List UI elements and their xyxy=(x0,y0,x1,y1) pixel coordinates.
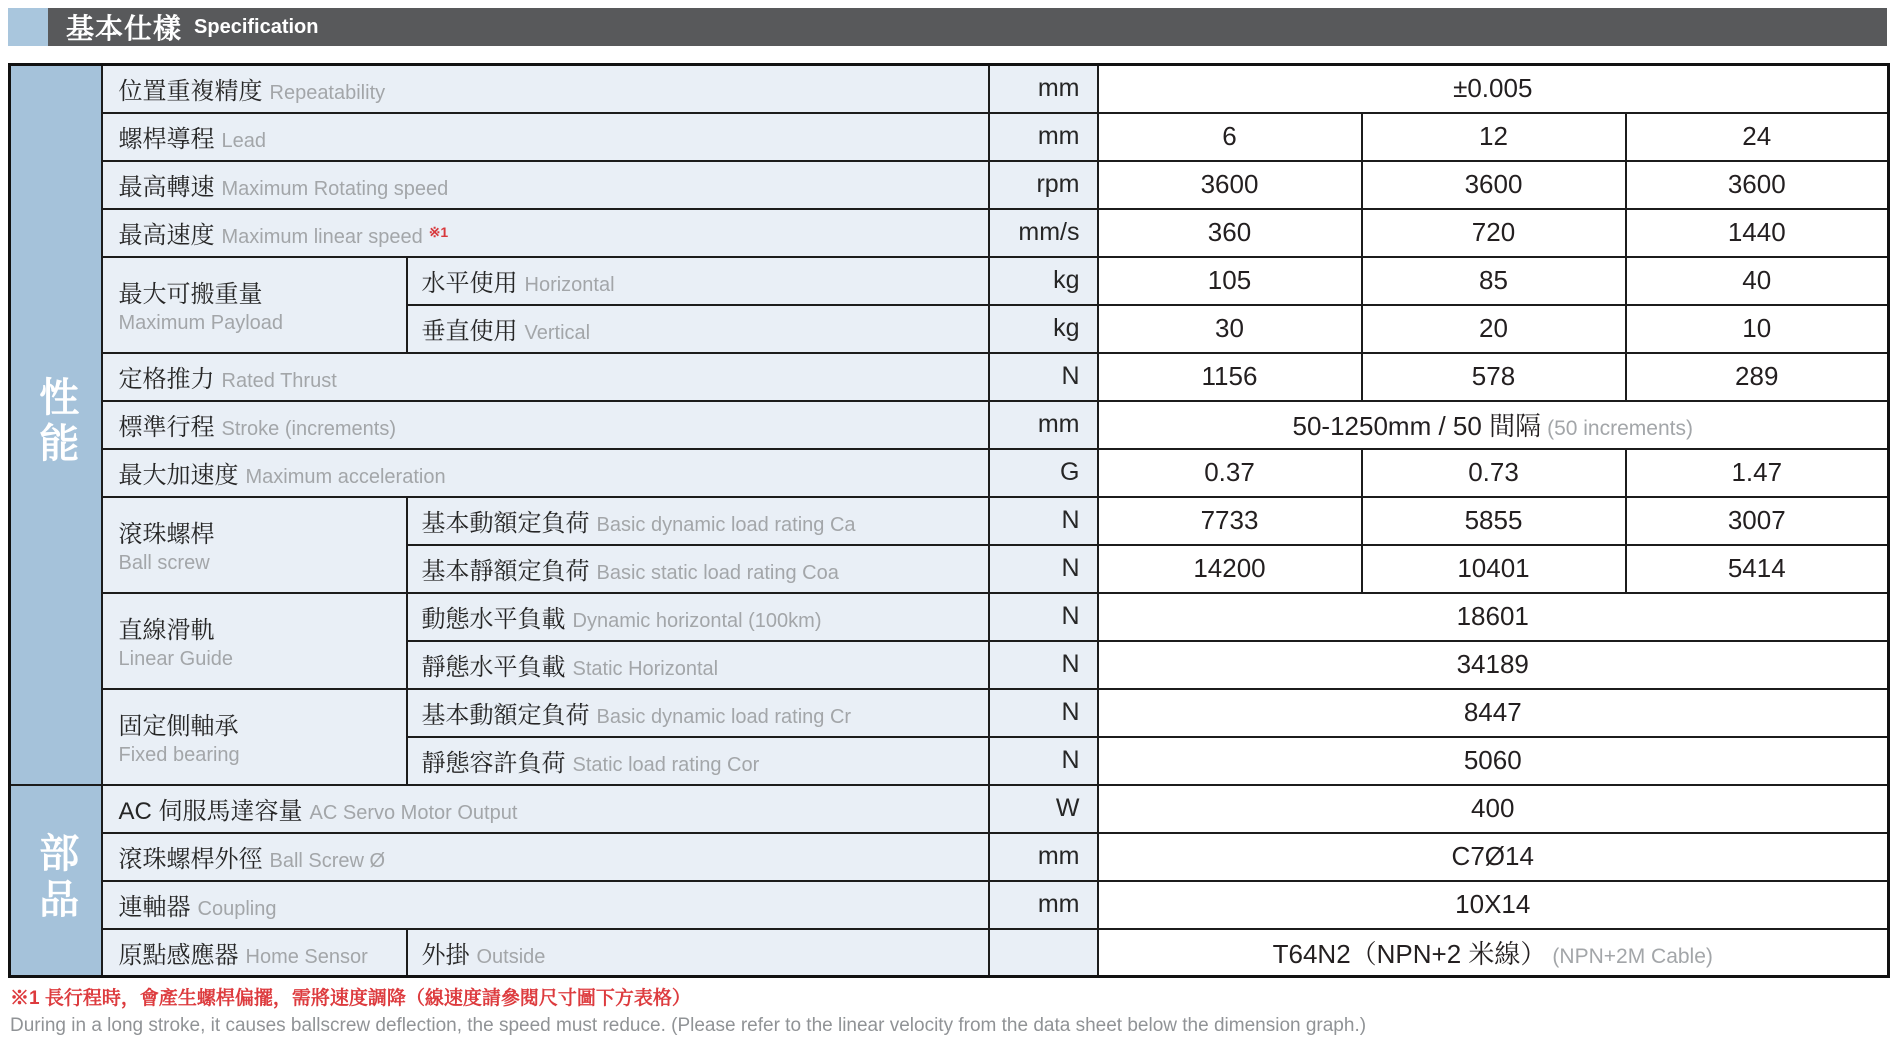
value-bs-stat-3: 5414 xyxy=(1626,545,1889,593)
value-lead-24: 24 xyxy=(1626,113,1889,161)
value-rotating-2: 3600 xyxy=(1362,161,1626,209)
value-linear-2: 720 xyxy=(1362,209,1626,257)
label-linearguide-dynamic: 動態水平負載 Dynamic horizontal (100km) xyxy=(407,593,989,641)
section-label-performance xyxy=(10,65,102,785)
header-bar xyxy=(48,8,1887,46)
value-rotating-3: 3600 xyxy=(1626,161,1889,209)
unit-ballscrew-dynamic: N xyxy=(989,497,1098,545)
unit-payload-horizontal: kg xyxy=(989,257,1098,305)
row-ballscrew-od xyxy=(10,833,1889,881)
value-rotating-1: 3600 xyxy=(1098,161,1362,209)
value-ballscrew-od: C7Ø14 xyxy=(1098,833,1889,881)
row-servo-output xyxy=(10,785,1889,833)
unit-linearguide-static: N xyxy=(989,641,1098,689)
value-thrust-2: 578 xyxy=(1362,353,1626,401)
unit-home-sensor xyxy=(989,929,1098,977)
footnote-ref-mark: ※1 xyxy=(428,223,449,240)
unit-coupling: mm xyxy=(989,881,1098,929)
value-thrust-3: 289 xyxy=(1626,353,1889,401)
value-payload-v2: 20 xyxy=(1362,305,1626,353)
value-accel-2: 0.73 xyxy=(1362,449,1626,497)
label-ballscrew-dynamic: 基本動額定負荷 Basic dynamic load rating Ca xyxy=(407,497,989,545)
value-payload-v3: 10 xyxy=(1626,305,1889,353)
value-stroke: 50-1250mm / 50 間隔 (50 increments) xyxy=(1098,401,1889,449)
label-stroke: 標準行程 Stroke (increments) xyxy=(102,401,989,449)
unit-max-rotating-speed: rpm xyxy=(989,161,1098,209)
value-lead-6: 6 xyxy=(1098,113,1362,161)
footnote-en: During in a long stroke, it causes ballscrew deflection, the speed must reduce. (Please refer to the linear velocity from the data sheet below the dimension graph.) xyxy=(10,1014,1367,1036)
value-lg-static: 34189 xyxy=(1098,641,1889,689)
unit-fixedbearing-dynamic: N xyxy=(989,689,1098,737)
label-ballscrew-static: 基本靜額定負荷 Basic static load rating Coa xyxy=(407,545,989,593)
row-payload-horizontal xyxy=(10,257,1889,305)
row-repeatability xyxy=(10,65,1889,113)
row-rated-thrust xyxy=(10,353,1889,401)
label-home-sensor-outside: 外掛 Outside xyxy=(407,929,989,977)
value-thrust-1: 1156 xyxy=(1098,353,1362,401)
label-fixedbearing-dynamic: 基本動額定負荷 Basic dynamic load rating Cr xyxy=(407,689,989,737)
value-bs-stat-1: 14200 xyxy=(1098,545,1362,593)
label-payload-vertical: 垂直使用 Vertical xyxy=(407,305,989,353)
label-max-acceleration: 最大加速度 Maximum acceleration xyxy=(102,449,989,497)
value-accel-3: 1.47 xyxy=(1626,449,1889,497)
parts-vertical-label: 部品 xyxy=(33,831,78,924)
unit-ballscrew-static: N xyxy=(989,545,1098,593)
value-lg-dynamic: 18601 xyxy=(1098,593,1889,641)
unit-payload-vertical: kg xyxy=(989,305,1098,353)
label-fixed-bearing: 固定側軸承 Fixed bearing xyxy=(102,689,407,785)
label-rated-thrust: 定格推力 Rated Thrust xyxy=(102,353,989,401)
section-header xyxy=(8,8,1887,46)
row-stroke xyxy=(10,401,1889,449)
label-lead: 螺桿導程 Lead xyxy=(102,113,989,161)
label-max-linear-speed: 最高速度 Maximum linear speed $^{※1}$ xyxy=(102,209,989,257)
unit-fixedbearing-static: N xyxy=(989,737,1098,785)
label-coupling: 連軸器 Coupling xyxy=(102,881,989,929)
row-ballscrew-dynamic xyxy=(10,497,1889,545)
footnotes xyxy=(8,987,1887,1038)
value-bs-dyn-1: 7733 xyxy=(1098,497,1362,545)
row-fixedbearing-dynamic xyxy=(10,689,1889,737)
value-payload-v1: 30 xyxy=(1098,305,1362,353)
value-payload-h2: 85 xyxy=(1362,257,1626,305)
row-max-acceleration xyxy=(10,449,1889,497)
header-accent-square xyxy=(8,8,48,46)
value-fb-static: 5060 xyxy=(1098,737,1889,785)
value-repeatability: ±0.005 xyxy=(1098,65,1889,113)
value-accel-1: 0.37 xyxy=(1098,449,1362,497)
page-title-en: Specification xyxy=(194,15,319,38)
label-max-payload: 最大可搬重量 Maximum Payload xyxy=(102,257,407,353)
row-home-sensor xyxy=(10,929,1889,977)
row-max-rotating-speed xyxy=(10,161,1889,209)
footnote-zh: ※1 長行程時，會產生螺桿偏擺，需將速度調降（線速度請參閱尺寸圖下方表格） xyxy=(10,988,691,1009)
unit-max-acceleration: G xyxy=(989,449,1098,497)
value-bs-dyn-3: 3007 xyxy=(1626,497,1889,545)
value-payload-h3: 40 xyxy=(1626,257,1889,305)
label-repeatability: 位置重複精度 Repeatability xyxy=(102,65,989,113)
value-bs-stat-2: 10401 xyxy=(1362,545,1626,593)
specification-table xyxy=(8,63,1890,978)
value-linear-1: 360 xyxy=(1098,209,1362,257)
unit-max-linear-speed: mm/s xyxy=(989,209,1098,257)
value-linear-3: 1440 xyxy=(1626,209,1889,257)
value-servo-output: 400 xyxy=(1098,785,1889,833)
label-linear-guide: 直線滑軌 Linear Guide xyxy=(102,593,407,689)
unit-stroke: mm xyxy=(989,401,1098,449)
label-servo-output: AC 伺服馬達容量 AC Servo Motor Output xyxy=(102,785,989,833)
row-coupling xyxy=(10,881,1889,929)
label-ball-screw: 滾珠螺桿 Ball screw xyxy=(102,497,407,593)
label-max-rotating-speed: 最高轉速 Maximum Rotating speed xyxy=(102,161,989,209)
value-payload-h1: 105 xyxy=(1098,257,1362,305)
row-linearguide-dynamic xyxy=(10,593,1889,641)
unit-servo-output: W xyxy=(989,785,1098,833)
label-ballscrew-od: 滾珠螺桿外徑 Ball Screw Ø xyxy=(102,833,989,881)
unit-rated-thrust: N xyxy=(989,353,1098,401)
unit-linearguide-dynamic: N xyxy=(989,593,1098,641)
section-label-parts xyxy=(10,785,102,977)
performance-vertical-label: 性能 xyxy=(33,376,78,469)
unit-lead: mm xyxy=(989,113,1098,161)
page-title-zh: 基本仕樣 xyxy=(66,13,183,44)
label-fixedbearing-static: 靜態容許負荷 Static load rating Cor xyxy=(407,737,989,785)
value-home-sensor: T64N2（NPN+2 米線） (NPN+2M Cable) xyxy=(1098,929,1889,977)
label-home-sensor: 原點感應器 Home Sensor xyxy=(102,929,407,977)
value-fb-dynamic: 8447 xyxy=(1098,689,1889,737)
value-bs-dyn-2: 5855 xyxy=(1362,497,1626,545)
value-lead-12: 12 xyxy=(1362,113,1626,161)
unit-repeatability: mm xyxy=(989,65,1098,113)
label-payload-horizontal: 水平使用 Horizontal xyxy=(407,257,989,305)
value-coupling: 10X14 xyxy=(1098,881,1889,929)
row-lead xyxy=(10,113,1889,161)
unit-ballscrew-od: mm xyxy=(989,833,1098,881)
row-max-linear-speed xyxy=(10,209,1889,257)
label-linearguide-static: 靜態水平負載 Static Horizontal xyxy=(407,641,989,689)
